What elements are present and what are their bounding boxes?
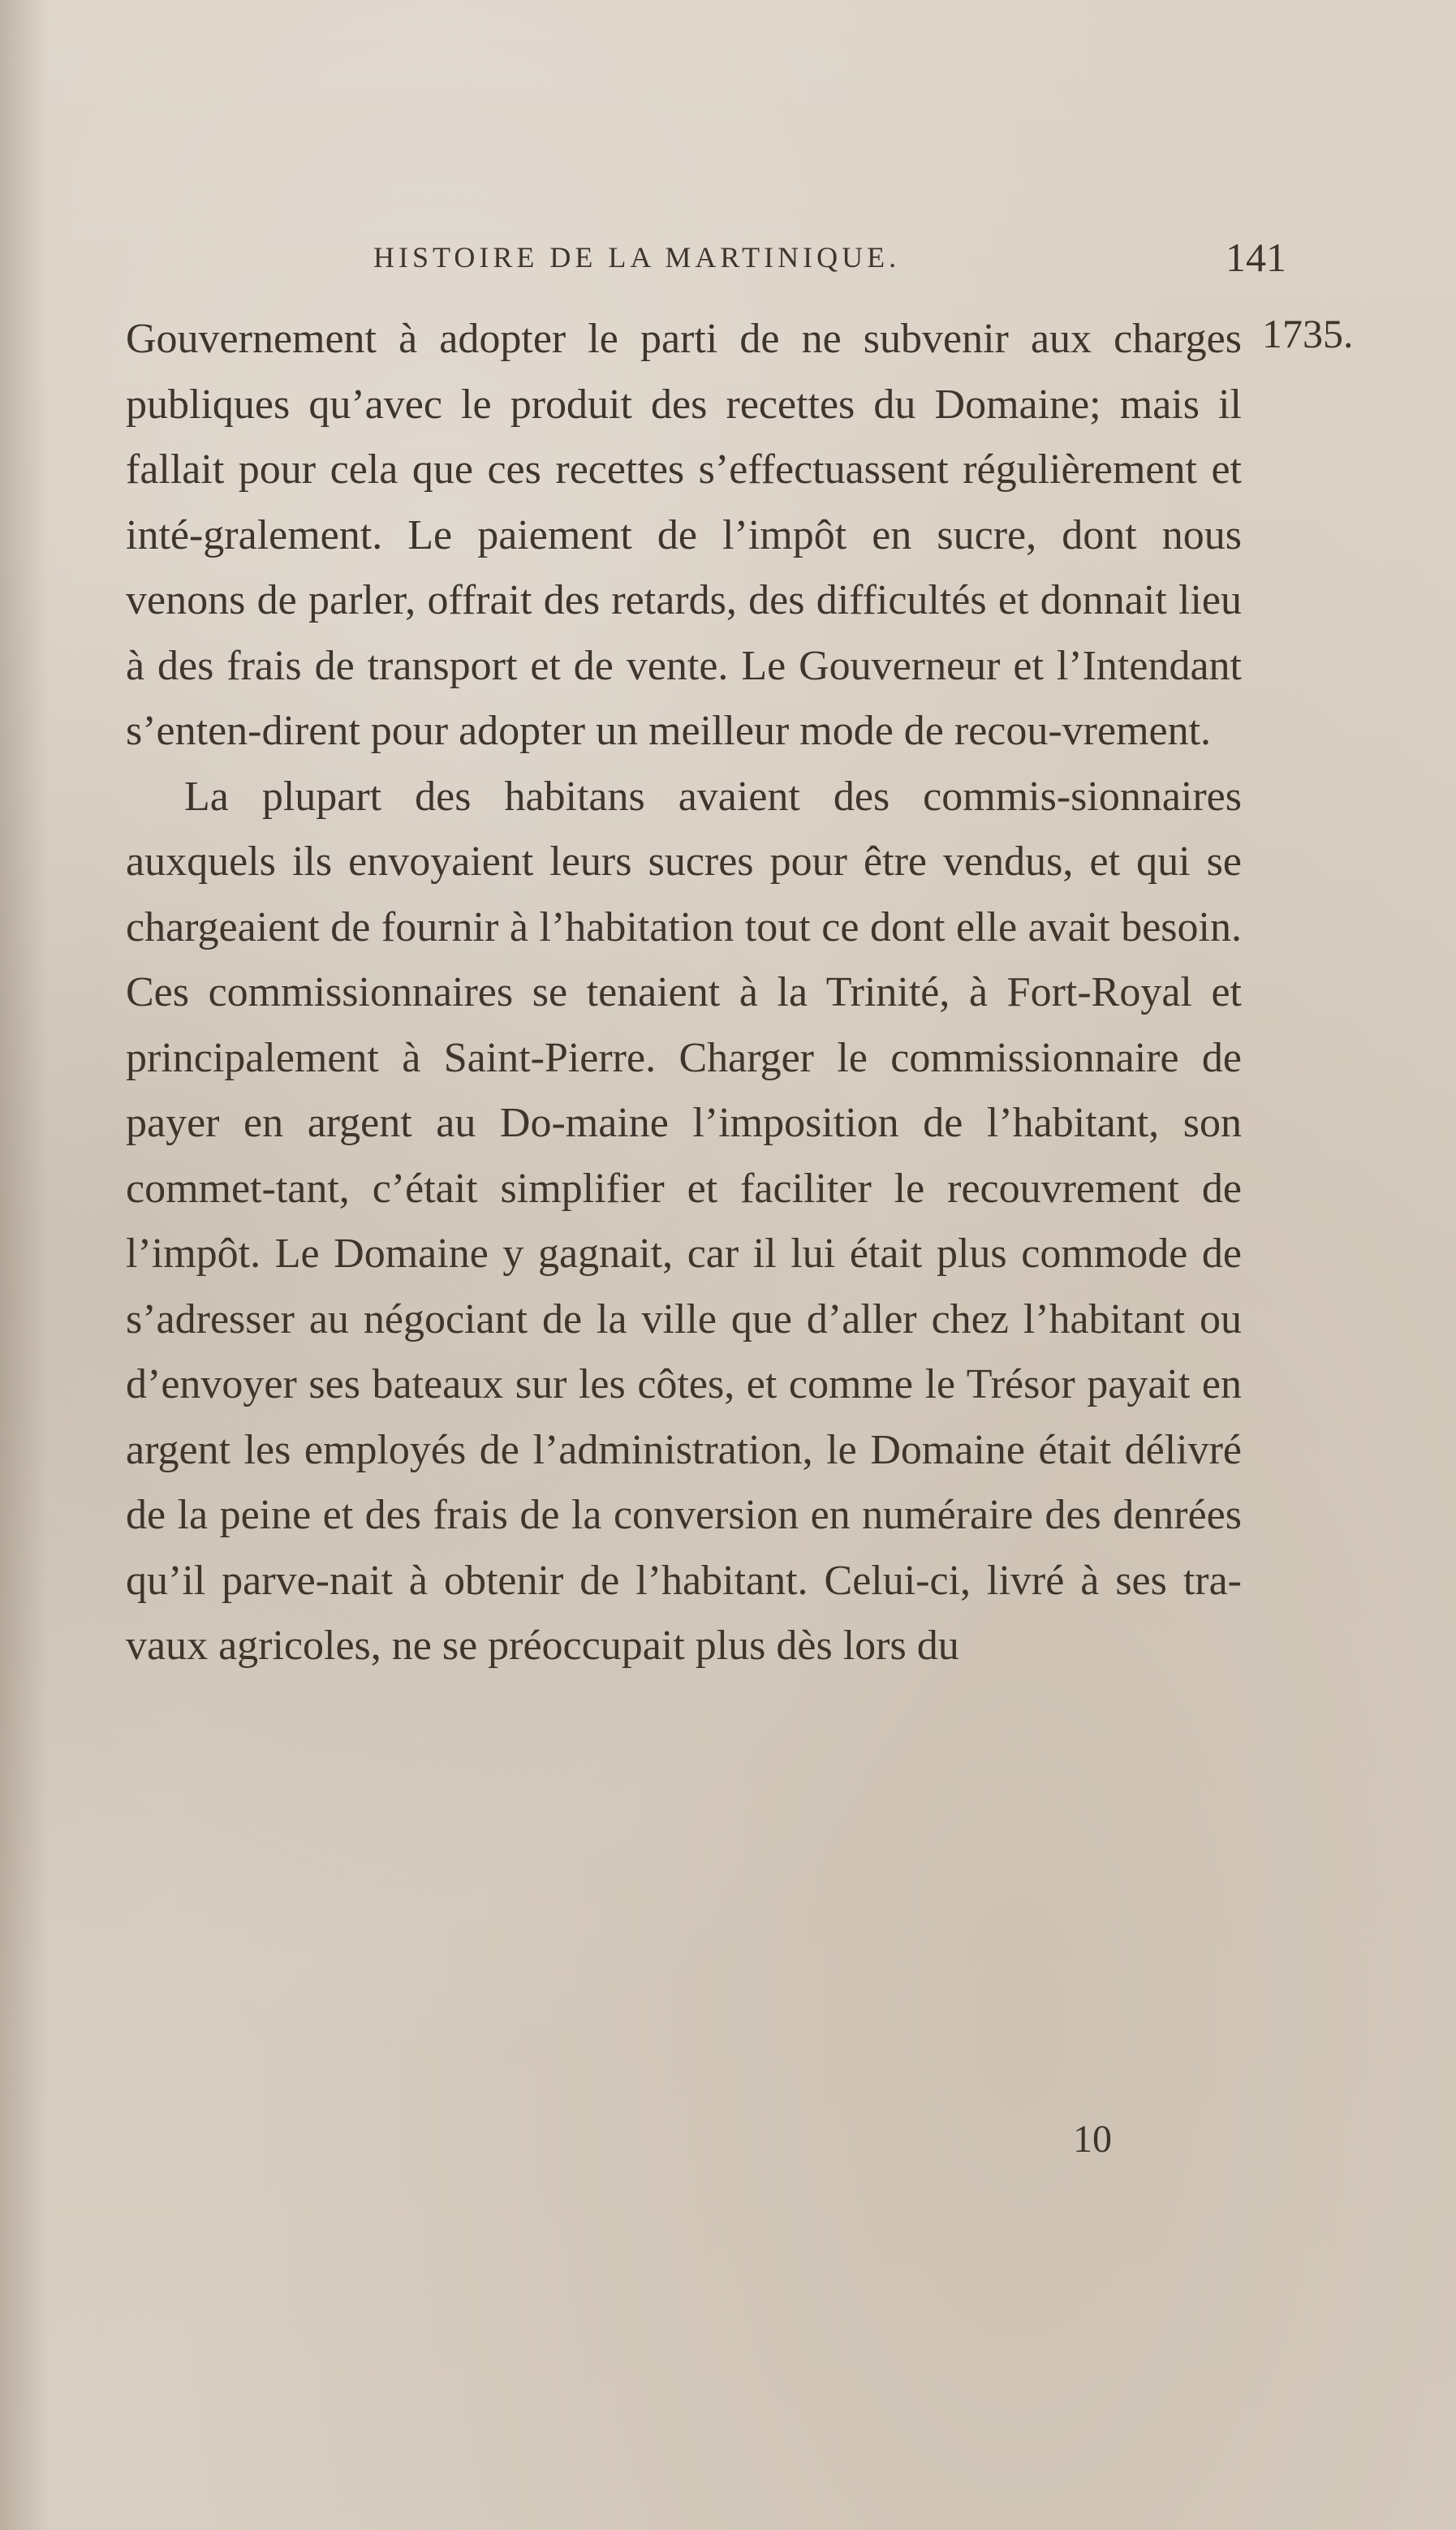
body-text [126,307,1242,1679]
signature-mark: 10 [1073,2118,1112,2161]
page-shadow [0,0,49,2530]
paragraph: Gouvernement à adopter le parti de ne subvenir aux charges publiques qu’avec le produit des recettes du Domaine; mais il fallait pour cela que ces recettes s’effectuassent régulièrement et inté-gralement. Le paiement de l’impôt en sucre, dont nous venons de parler, offrait des retards, des difficultés et donnait lieu à des frais de transport et de vente. Le Gouverneur et l’Intendant s’enten-dirent pour adopter un meilleur mode de recou-vrement. [126,316,1242,754]
page-header [373,234,1286,282]
running-title: HISTOIRE DE LA MARTINIQUE. [373,241,901,274]
page-number: 141 [1226,235,1286,280]
paragraph: La plupart des habitans avaient des commis-sionnaires auxquels ils envoyaient leurs sucres pour être vendus, et qui se chargeaient de fournir à l’habitation tout ce dont elle avait besoin. Ces commissionnaires se tenaient à la Trinité, à Fort-Royal et principalement à Saint-Pierre. Charger le commissionnaire de payer en argent au Do-maine l’imposition de l’habitant, son commet-tant, c’était simplifier et faciliter le recouvrement de l’impôt. Le Domaine y gagnait, car il lui était plus commode de s’adresser au négociant de la ville que d’aller chez l’habitant ou d’envoyer ses bateaux sur les côtes, et comme le Trésor payait en argent les employés de l’administration, le Domaine était délivré de la peine et des frais de la conversion en numéraire des denrées qu’il parve-nait à obtenir de l’habitant. Celui-ci, livré à ses tra-vaux agricoles, ne se préoccupait plus dès lors du [126,773,1242,1669]
margin-year: 1735. [1262,311,1354,356]
